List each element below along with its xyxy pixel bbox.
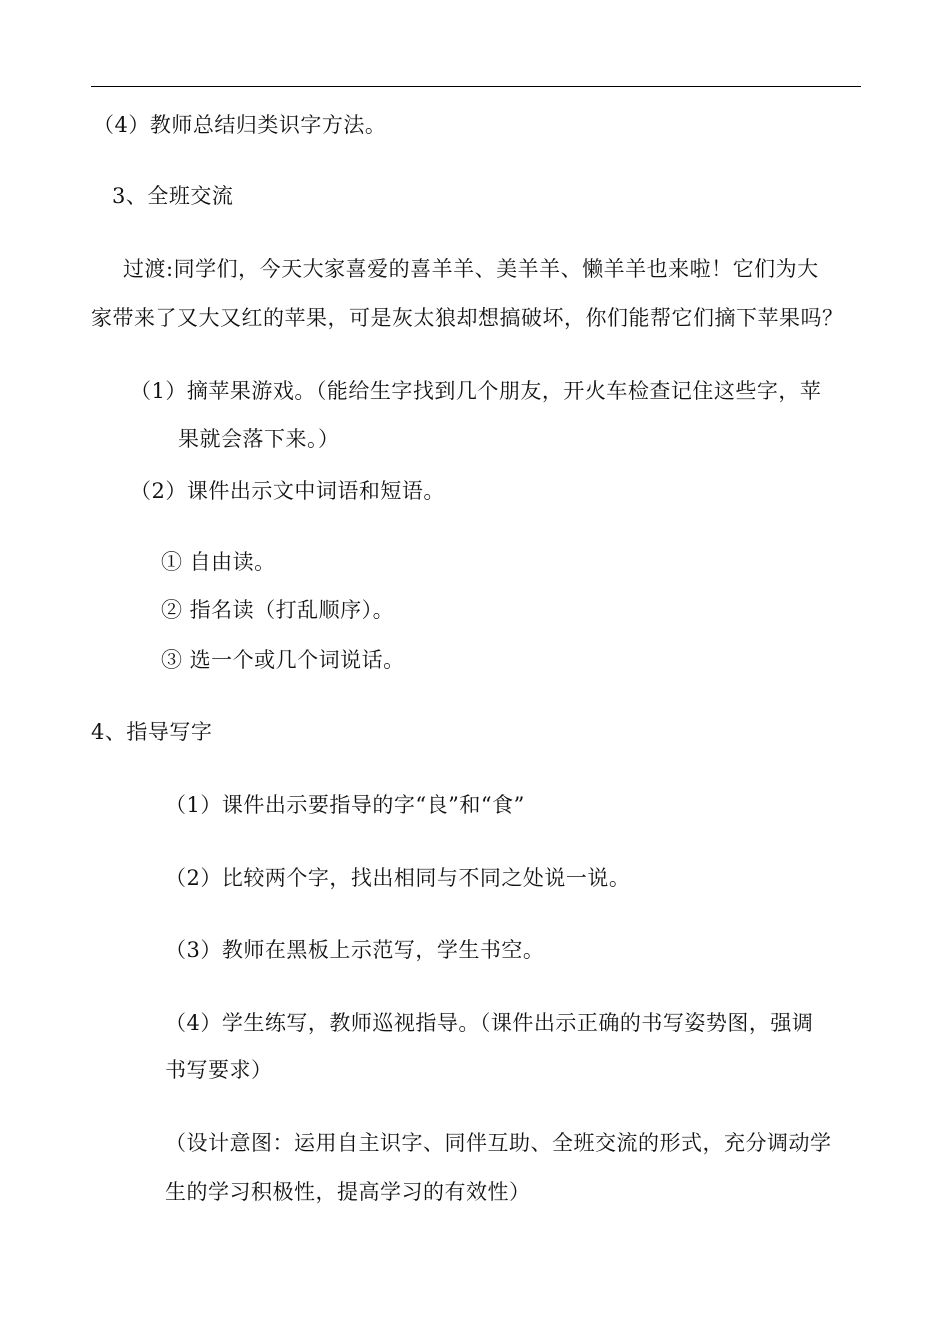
text-line: （设计意图：运用自主识字、同伴互助、全班交流的形式，充分调动学 (165, 1131, 832, 1155)
list-item: ② 指名读（打乱顺序）。 (161, 598, 395, 622)
text-line: （4）教师总结归类识字方法。 (93, 113, 387, 137)
text-line: （1）摘苹果游戏。（能给生字找到几个朋友，开火车检查记住这些字，苹 (130, 379, 822, 403)
text-line: 过渡:同学们，今天大家喜爱的喜羊羊、美羊羊、懒羊羊也来啦！它们为大 (123, 257, 819, 281)
list-item: ① 自由读。 (161, 550, 276, 574)
section-heading: 3、全班交流 (112, 184, 234, 208)
text-line: 家带来了又大又红的苹果，可是灰太狼却想搞破坏，你们能帮它们摘下苹果吗？ (91, 306, 844, 330)
text-line: （3）教师在黑板上示范写，学生书空。 (165, 938, 545, 962)
list-item: ③ 选一个或几个词说话。 (161, 648, 405, 672)
text-line: （4）学生练写，教师巡视指导。（课件出示正确的书写姿势图，强调 (165, 1011, 814, 1035)
header-rule (91, 86, 861, 87)
text-line: 生的学习积极性，提高学习的有效性） (165, 1180, 531, 1204)
section-heading: 4、指导写字 (91, 720, 213, 744)
text-line: 书写要求） (165, 1058, 273, 1082)
text-line: （1）课件出示要指导的字“良”和“食” (165, 793, 525, 817)
text-line: 果就会落下来。） (178, 427, 340, 451)
text-line: （2）比较两个字，找出相同与不同之处说一说。 (165, 866, 631, 890)
text-line: （2）课件出示文中词语和短语。 (130, 479, 445, 503)
